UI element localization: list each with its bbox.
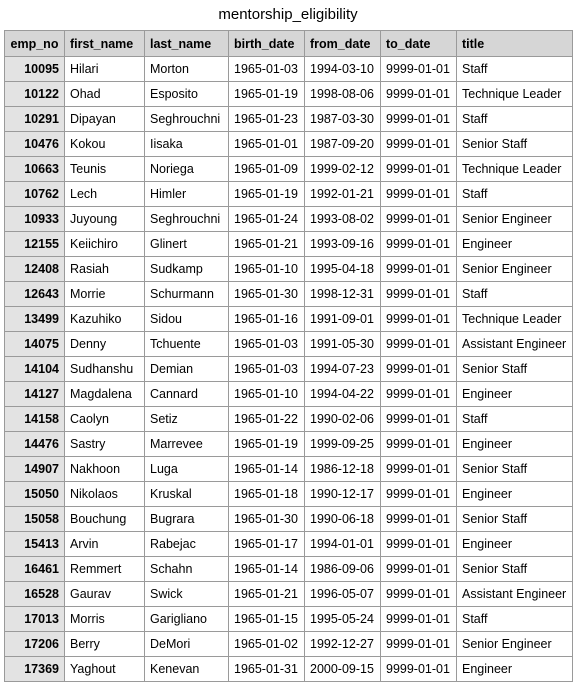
cell-birth-date[interactable]: 1965-01-21 bbox=[229, 232, 305, 257]
cell-last-name[interactable]: Kenevan bbox=[145, 657, 229, 682]
cell-last-name[interactable]: DeMori bbox=[145, 632, 229, 657]
table-row[interactable] bbox=[5, 107, 573, 132]
cell-birth-date[interactable]: 1965-01-01 bbox=[229, 132, 305, 157]
cell-birth-date[interactable]: 1965-01-15 bbox=[229, 607, 305, 632]
cell-from-date[interactable]: 1990-02-06 bbox=[305, 407, 381, 432]
cell-birth-date[interactable]: 1965-01-19 bbox=[229, 82, 305, 107]
cell-to-date[interactable]: 9999-01-01 bbox=[381, 382, 457, 407]
cell-to-date[interactable]: 9999-01-01 bbox=[381, 607, 457, 632]
column-header-birth-date[interactable]: birth_date bbox=[229, 31, 305, 57]
cell-last-name[interactable]: Swick bbox=[145, 582, 229, 607]
table-row[interactable] bbox=[5, 257, 573, 282]
cell-first-name[interactable]: Juyoung bbox=[65, 207, 145, 232]
cell-emp-no[interactable]: 13499 bbox=[5, 307, 65, 332]
cell-title[interactable]: Technique Leader bbox=[457, 307, 573, 332]
cell-title[interactable]: Engineer bbox=[457, 382, 573, 407]
cell-last-name[interactable]: Garigliano bbox=[145, 607, 229, 632]
cell-emp-no[interactable]: 15413 bbox=[5, 532, 65, 557]
cell-from-date[interactable]: 1995-05-24 bbox=[305, 607, 381, 632]
cell-last-name[interactable]: Marrevee bbox=[145, 432, 229, 457]
cell-birth-date[interactable]: 1965-01-31 bbox=[229, 657, 305, 682]
cell-last-name[interactable]: Glinert bbox=[145, 232, 229, 257]
table-row[interactable] bbox=[5, 657, 573, 682]
cell-emp-no[interactable]: 14127 bbox=[5, 382, 65, 407]
cell-last-name[interactable]: Sudkamp bbox=[145, 257, 229, 282]
cell-birth-date[interactable]: 1965-01-03 bbox=[229, 332, 305, 357]
cell-emp-no[interactable]: 16528 bbox=[5, 582, 65, 607]
cell-birth-date[interactable]: 1965-01-30 bbox=[229, 282, 305, 307]
sheet-title: mentorship_eligibility bbox=[218, 6, 358, 23]
cell-to-date[interactable]: 9999-01-01 bbox=[381, 207, 457, 232]
cell-birth-date[interactable]: 1965-01-10 bbox=[229, 382, 305, 407]
cell-from-date[interactable]: 1987-09-20 bbox=[305, 132, 381, 157]
column-header-last-name[interactable]: last_name bbox=[145, 31, 229, 57]
cell-first-name[interactable]: Lech bbox=[65, 182, 145, 207]
cell-to-date[interactable]: 9999-01-01 bbox=[381, 457, 457, 482]
cell-first-name[interactable]: Kokou bbox=[65, 132, 145, 157]
cell-emp-no[interactable]: 16461 bbox=[5, 557, 65, 582]
table-row[interactable] bbox=[5, 57, 573, 82]
cell-last-name[interactable]: Seghrouchni bbox=[145, 107, 229, 132]
table-row[interactable] bbox=[5, 532, 573, 557]
cell-from-date[interactable]: 1994-04-22 bbox=[305, 382, 381, 407]
cell-to-date[interactable]: 9999-01-01 bbox=[381, 582, 457, 607]
cell-to-date[interactable]: 9999-01-01 bbox=[381, 82, 457, 107]
cell-emp-no[interactable]: 10095 bbox=[5, 57, 65, 82]
cell-birth-date[interactable]: 1965-01-14 bbox=[229, 557, 305, 582]
column-header-from-date[interactable]: from_date bbox=[305, 31, 381, 57]
table-row[interactable] bbox=[5, 207, 573, 232]
cell-from-date[interactable]: 1993-09-16 bbox=[305, 232, 381, 257]
table-row[interactable] bbox=[5, 132, 573, 157]
cell-to-date[interactable]: 9999-01-01 bbox=[381, 307, 457, 332]
cell-title[interactable]: Engineer bbox=[457, 432, 573, 457]
cell-first-name[interactable]: Denny bbox=[65, 332, 145, 357]
cell-first-name[interactable]: Bouchung bbox=[65, 507, 145, 532]
cell-birth-date[interactable]: 1965-01-03 bbox=[229, 57, 305, 82]
cell-from-date[interactable]: 1998-12-31 bbox=[305, 282, 381, 307]
cell-emp-no[interactable]: 14158 bbox=[5, 407, 65, 432]
cell-to-date[interactable]: 9999-01-01 bbox=[381, 132, 457, 157]
cell-last-name[interactable]: Cannard bbox=[145, 382, 229, 407]
cell-from-date[interactable]: 1999-09-25 bbox=[305, 432, 381, 457]
cell-last-name[interactable]: Setiz bbox=[145, 407, 229, 432]
cell-to-date[interactable]: 9999-01-01 bbox=[381, 532, 457, 557]
table-row[interactable] bbox=[5, 632, 573, 657]
table-row[interactable] bbox=[5, 182, 573, 207]
cell-first-name[interactable]: Arvin bbox=[65, 532, 145, 557]
cell-last-name[interactable]: Himler bbox=[145, 182, 229, 207]
table-row[interactable] bbox=[5, 457, 573, 482]
table-row[interactable] bbox=[5, 607, 573, 632]
cell-title[interactable]: Senior Engineer bbox=[457, 207, 573, 232]
cell-first-name[interactable]: Caolyn bbox=[65, 407, 145, 432]
cell-from-date[interactable]: 1999-02-12 bbox=[305, 157, 381, 182]
cell-from-date[interactable]: 2000-09-15 bbox=[305, 657, 381, 682]
cell-title[interactable]: Senior Staff bbox=[457, 457, 573, 482]
cell-title[interactable]: Technique Leader bbox=[457, 82, 573, 107]
cell-to-date[interactable]: 9999-01-01 bbox=[381, 482, 457, 507]
table-row[interactable] bbox=[5, 232, 573, 257]
table-row[interactable] bbox=[5, 307, 573, 332]
cell-first-name[interactable]: Keiichiro bbox=[65, 232, 145, 257]
cell-title[interactable]: Engineer bbox=[457, 482, 573, 507]
cell-to-date[interactable]: 9999-01-01 bbox=[381, 232, 457, 257]
cell-from-date[interactable]: 1986-12-18 bbox=[305, 457, 381, 482]
cell-from-date[interactable]: 1998-08-06 bbox=[305, 82, 381, 107]
cell-birth-date[interactable]: 1965-01-17 bbox=[229, 532, 305, 557]
cell-first-name[interactable]: Hilari bbox=[65, 57, 145, 82]
cell-from-date[interactable]: 1991-09-01 bbox=[305, 307, 381, 332]
cell-emp-no[interactable]: 12408 bbox=[5, 257, 65, 282]
cell-title[interactable]: Staff bbox=[457, 182, 573, 207]
cell-emp-no[interactable]: 17369 bbox=[5, 657, 65, 682]
cell-birth-date[interactable]: 1965-01-19 bbox=[229, 182, 305, 207]
cell-first-name[interactable]: Magdalena bbox=[65, 382, 145, 407]
cell-title[interactable]: Engineer bbox=[457, 657, 573, 682]
cell-birth-date[interactable]: 1965-01-16 bbox=[229, 307, 305, 332]
cell-last-name[interactable]: Luga bbox=[145, 457, 229, 482]
cell-birth-date[interactable]: 1965-01-22 bbox=[229, 407, 305, 432]
column-header-to-date[interactable]: to_date bbox=[381, 31, 457, 57]
cell-first-name[interactable]: Yaghout bbox=[65, 657, 145, 682]
column-header-title[interactable]: title bbox=[457, 31, 573, 57]
column-header-emp-no[interactable]: emp_no bbox=[5, 31, 65, 57]
cell-to-date[interactable]: 9999-01-01 bbox=[381, 507, 457, 532]
cell-emp-no[interactable]: 10933 bbox=[5, 207, 65, 232]
cell-emp-no[interactable]: 10291 bbox=[5, 107, 65, 132]
cell-title[interactable]: Senior Engineer bbox=[457, 632, 573, 657]
cell-from-date[interactable]: 1990-12-17 bbox=[305, 482, 381, 507]
cell-title[interactable]: Senior Staff bbox=[457, 507, 573, 532]
cell-emp-no[interactable]: 14075 bbox=[5, 332, 65, 357]
cell-title[interactable]: Assistant Engineer bbox=[457, 332, 573, 357]
cell-title[interactable]: Engineer bbox=[457, 532, 573, 557]
table-body bbox=[5, 57, 573, 682]
cell-birth-date[interactable]: 1965-01-02 bbox=[229, 632, 305, 657]
table-row[interactable] bbox=[5, 357, 573, 382]
cell-title[interactable]: Staff bbox=[457, 107, 573, 132]
table-row[interactable] bbox=[5, 157, 573, 182]
cell-first-name[interactable]: Teunis bbox=[65, 157, 145, 182]
cell-from-date[interactable]: 1986-09-06 bbox=[305, 557, 381, 582]
cell-title[interactable]: Technique Leader bbox=[457, 157, 573, 182]
cell-last-name[interactable]: Seghrouchni bbox=[145, 207, 229, 232]
table-row[interactable] bbox=[5, 407, 573, 432]
cell-birth-date[interactable]: 1965-01-24 bbox=[229, 207, 305, 232]
cell-emp-no[interactable]: 17206 bbox=[5, 632, 65, 657]
table-row[interactable] bbox=[5, 557, 573, 582]
cell-to-date[interactable]: 9999-01-01 bbox=[381, 357, 457, 382]
cell-from-date[interactable]: 1994-07-23 bbox=[305, 357, 381, 382]
cell-first-name[interactable]: Sastry bbox=[65, 432, 145, 457]
table-row[interactable] bbox=[5, 582, 573, 607]
cell-title[interactable]: Staff bbox=[457, 407, 573, 432]
cell-to-date[interactable]: 9999-01-01 bbox=[381, 657, 457, 682]
cell-to-date[interactable]: 9999-01-01 bbox=[381, 107, 457, 132]
cell-last-name[interactable]: Schahn bbox=[145, 557, 229, 582]
cell-emp-no[interactable]: 12643 bbox=[5, 282, 65, 307]
cell-from-date[interactable]: 1994-01-01 bbox=[305, 532, 381, 557]
cell-from-date[interactable]: 1990-06-18 bbox=[305, 507, 381, 532]
cell-title[interactable]: Staff bbox=[457, 282, 573, 307]
cell-last-name[interactable]: Sidou bbox=[145, 307, 229, 332]
cell-last-name[interactable]: Rabejac bbox=[145, 532, 229, 557]
cell-first-name[interactable]: Morris bbox=[65, 607, 145, 632]
cell-first-name[interactable]: Rasiah bbox=[65, 257, 145, 282]
cell-last-name[interactable]: Schurmann bbox=[145, 282, 229, 307]
cell-emp-no[interactable]: 10762 bbox=[5, 182, 65, 207]
cell-birth-date[interactable]: 1965-01-03 bbox=[229, 357, 305, 382]
cell-from-date[interactable]: 1987-03-30 bbox=[305, 107, 381, 132]
cell-title[interactable]: Senior Staff bbox=[457, 132, 573, 157]
cell-last-name[interactable]: Bugrara bbox=[145, 507, 229, 532]
cell-to-date[interactable]: 9999-01-01 bbox=[381, 282, 457, 307]
cell-emp-no[interactable]: 14476 bbox=[5, 432, 65, 457]
cell-first-name[interactable]: Dipayan bbox=[65, 107, 145, 132]
table-row[interactable] bbox=[5, 382, 573, 407]
cell-from-date[interactable]: 1991-05-30 bbox=[305, 332, 381, 357]
cell-first-name[interactable]: Ohad bbox=[65, 82, 145, 107]
cell-title[interactable]: Senior Staff bbox=[457, 357, 573, 382]
cell-birth-date[interactable]: 1965-01-14 bbox=[229, 457, 305, 482]
cell-first-name[interactable]: Sudhanshu bbox=[65, 357, 145, 382]
cell-first-name[interactable]: Nakhoon bbox=[65, 457, 145, 482]
cell-birth-date[interactable]: 1965-01-19 bbox=[229, 432, 305, 457]
cell-to-date[interactable]: 9999-01-01 bbox=[381, 157, 457, 182]
column-header-first-name[interactable]: first_name bbox=[65, 31, 145, 57]
cell-emp-no[interactable]: 10122 bbox=[5, 82, 65, 107]
cell-to-date[interactable]: 9999-01-01 bbox=[381, 257, 457, 282]
cell-first-name[interactable]: Morrie bbox=[65, 282, 145, 307]
cell-birth-date[interactable]: 1965-01-21 bbox=[229, 582, 305, 607]
cell-last-name[interactable]: Noriega bbox=[145, 157, 229, 182]
table-row[interactable] bbox=[5, 432, 573, 457]
cell-to-date[interactable]: 9999-01-01 bbox=[381, 57, 457, 82]
cell-emp-no[interactable]: 12155 bbox=[5, 232, 65, 257]
cell-from-date[interactable]: 1995-04-18 bbox=[305, 257, 381, 282]
cell-last-name[interactable]: Tchuente bbox=[145, 332, 229, 357]
table-row[interactable] bbox=[5, 332, 573, 357]
table-row[interactable] bbox=[5, 282, 573, 307]
cell-from-date[interactable]: 1992-01-21 bbox=[305, 182, 381, 207]
cell-to-date[interactable]: 9999-01-01 bbox=[381, 632, 457, 657]
cell-emp-no[interactable]: 15058 bbox=[5, 507, 65, 532]
data-table bbox=[4, 30, 573, 682]
cell-first-name[interactable]: Nikolaos bbox=[65, 482, 145, 507]
cell-from-date[interactable]: 1994-03-10 bbox=[305, 57, 381, 82]
cell-emp-no[interactable]: 10476 bbox=[5, 132, 65, 157]
cell-title[interactable]: Assistant Engineer bbox=[457, 582, 573, 607]
cell-title[interactable]: Engineer bbox=[457, 232, 573, 257]
table-row[interactable] bbox=[5, 482, 573, 507]
cell-title[interactable]: Staff bbox=[457, 57, 573, 82]
cell-first-name[interactable]: Berry bbox=[65, 632, 145, 657]
cell-emp-no[interactable]: 14907 bbox=[5, 457, 65, 482]
cell-title[interactable]: Senior Staff bbox=[457, 557, 573, 582]
cell-birth-date[interactable]: 1965-01-18 bbox=[229, 482, 305, 507]
cell-last-name[interactable]: Demian bbox=[145, 357, 229, 382]
table-row[interactable] bbox=[5, 82, 573, 107]
cell-last-name[interactable]: Esposito bbox=[145, 82, 229, 107]
cell-last-name[interactable]: Kruskal bbox=[145, 482, 229, 507]
cell-emp-no[interactable]: 10663 bbox=[5, 157, 65, 182]
cell-emp-no[interactable]: 17013 bbox=[5, 607, 65, 632]
cell-from-date[interactable]: 1996-05-07 bbox=[305, 582, 381, 607]
cell-birth-date[interactable]: 1965-01-10 bbox=[229, 257, 305, 282]
cell-first-name[interactable]: Remmert bbox=[65, 557, 145, 582]
cell-to-date[interactable]: 9999-01-01 bbox=[381, 182, 457, 207]
cell-birth-date[interactable]: 1965-01-23 bbox=[229, 107, 305, 132]
cell-emp-no[interactable]: 15050 bbox=[5, 482, 65, 507]
cell-birth-date[interactable]: 1965-01-30 bbox=[229, 507, 305, 532]
cell-to-date[interactable]: 9999-01-01 bbox=[381, 432, 457, 457]
cell-last-name[interactable]: Iisaka bbox=[145, 132, 229, 157]
cell-from-date[interactable]: 1992-12-27 bbox=[305, 632, 381, 657]
cell-to-date[interactable]: 9999-01-01 bbox=[381, 407, 457, 432]
cell-from-date[interactable]: 1993-08-02 bbox=[305, 207, 381, 232]
cell-first-name[interactable]: Kazuhiko bbox=[65, 307, 145, 332]
cell-emp-no[interactable]: 14104 bbox=[5, 357, 65, 382]
cell-birth-date[interactable]: 1965-01-09 bbox=[229, 157, 305, 182]
cell-first-name[interactable]: Gaurav bbox=[65, 582, 145, 607]
cell-to-date[interactable]: 9999-01-01 bbox=[381, 557, 457, 582]
header-row bbox=[5, 31, 573, 57]
cell-last-name[interactable]: Morton bbox=[145, 57, 229, 82]
table-row[interactable] bbox=[5, 507, 573, 532]
cell-title[interactable]: Staff bbox=[457, 607, 573, 632]
cell-to-date[interactable]: 9999-01-01 bbox=[381, 332, 457, 357]
cell-title[interactable]: Senior Engineer bbox=[457, 257, 573, 282]
